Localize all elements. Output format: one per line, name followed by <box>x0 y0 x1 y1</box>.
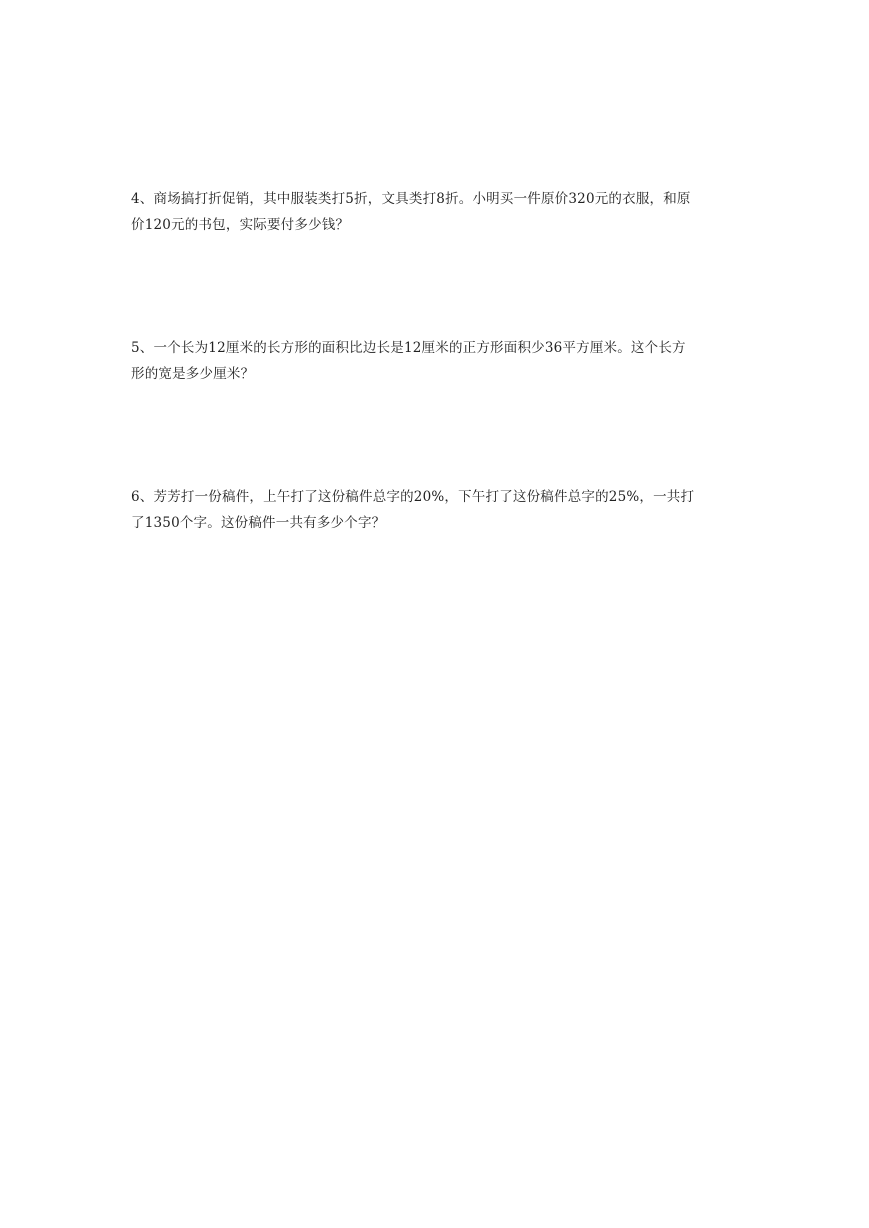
problem-5-line-2: 形的宽是多少厘米？ <box>131 366 255 382</box>
problem-4-line-2: 价120元的书包，实际要付多少钱？ <box>131 217 350 233</box>
problem-5-line-1: 5、一个长为12厘米的长方形的面积比边长是12厘米的正方形面积少36平方厘米。这个长方 <box>131 340 686 356</box>
problem-6-line-1: 6、芳芳打一份稿件，上午打了这份稿件总字的20%，下午打了这份稿件总字的25%，一共打 <box>131 489 695 505</box>
problem-4 <box>131 186 741 238</box>
problem-6 <box>131 484 741 536</box>
problem-5 <box>131 335 741 387</box>
problem-6-line-2: 了1350个字。这份稿件一共有多少个字？ <box>131 515 386 531</box>
problem-4-line-1: 4、商场搞打折促销，其中服装类打5折，文具类打8折。小明买一件原价320元的衣服，和原 <box>131 191 691 207</box>
